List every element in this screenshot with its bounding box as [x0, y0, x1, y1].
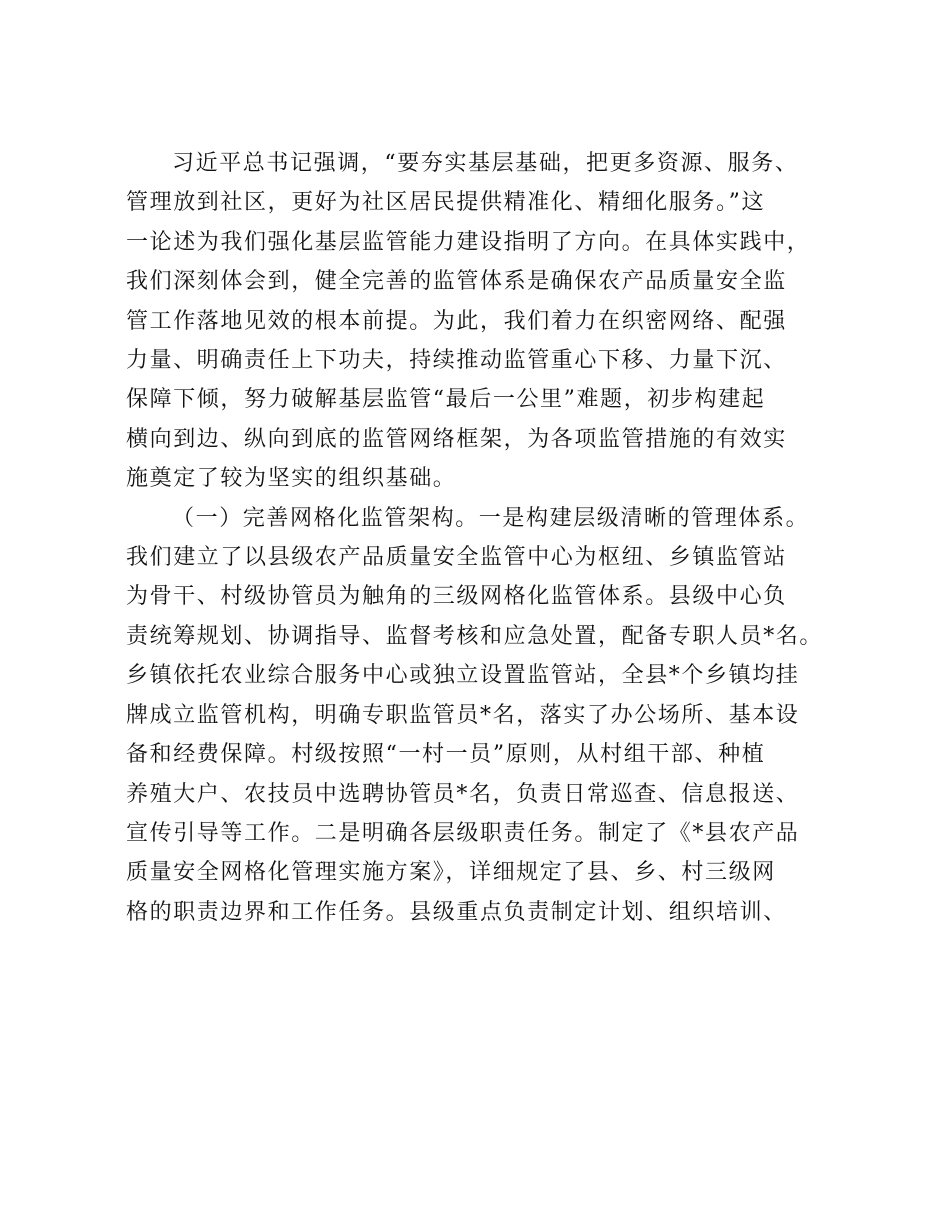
text-line: 一论述为我们强化基层监管能力建设指明了方向。在具体实践中， — [126, 229, 811, 255]
paragraph-basic-supervision — [126, 144, 826, 499]
text-line: 为骨干、村级协管员为触角的三级网格化监管体系。县级中心负 — [126, 584, 787, 610]
text-line: 备和经费保障。村级按照“一村一员”原则，从村组干部、种植 — [126, 742, 766, 768]
text-line: 施奠定了较为坚实的组织基础。 — [126, 466, 457, 492]
section-heading-line: （一）完善网格化监管架构。一是构建层级清晰的管理体系。 — [172, 505, 810, 531]
text-line: 宣传引导等工作。二是明确各层级职责任务。制定了《*县农产品 — [126, 820, 800, 846]
text-line: 格的职责边界和工作任务。县级重点负责制定计划、组织培训、 — [126, 899, 787, 925]
paragraph-grid-supervision — [126, 499, 826, 932]
text-line: 管工作落地见效的根本前提。为此，我们着力在织密网络、配强 — [126, 308, 787, 334]
text-line: 我们建立了以县级农产品质量安全监管中心为枢纽、乡镇监管站 — [126, 545, 787, 571]
text-line: 管理放到社区，更好为社区居民提供精准化、精细化服务。”这 — [126, 190, 766, 216]
text-line: 横向到边、纵向到底的监管网络框架，为各项监管措施的有效实 — [126, 426, 787, 452]
text-line: 习近平总书记强调，“要夯实基层基础，把更多资源、服务、 — [172, 151, 799, 176]
text-line: 乡镇依托农业综合服务中心或独立设置监管站，全县*个乡镇均挂 — [126, 663, 800, 689]
text-line: 养殖大户、农技员中选聘协管员*名，负责日常巡查、信息报送、 — [126, 781, 800, 807]
text-line: 质量安全网格化管理实施方案》，详细规定了县、乡、村三级网 — [126, 860, 776, 886]
text-line: 牌成立监管机构，明确专职监管员*名，落实了办公场所、基本设 — [126, 702, 800, 728]
text-line: 力量、明确责任上下功夫，持续推动监管重心下移、力量下沉、 — [126, 348, 787, 374]
document-body — [126, 144, 826, 932]
text-line: 我们深刻体会到，健全完善的监管体系是确保农产品质量安全监 — [126, 269, 787, 295]
text-line: 保障下倾，努力破解基层监管“最后一公里”难题，初步构建起 — [126, 387, 766, 413]
text-line: 责统筹规划、协调指导、监督考核和应急处置，配备专职人员*名。 — [126, 623, 824, 649]
